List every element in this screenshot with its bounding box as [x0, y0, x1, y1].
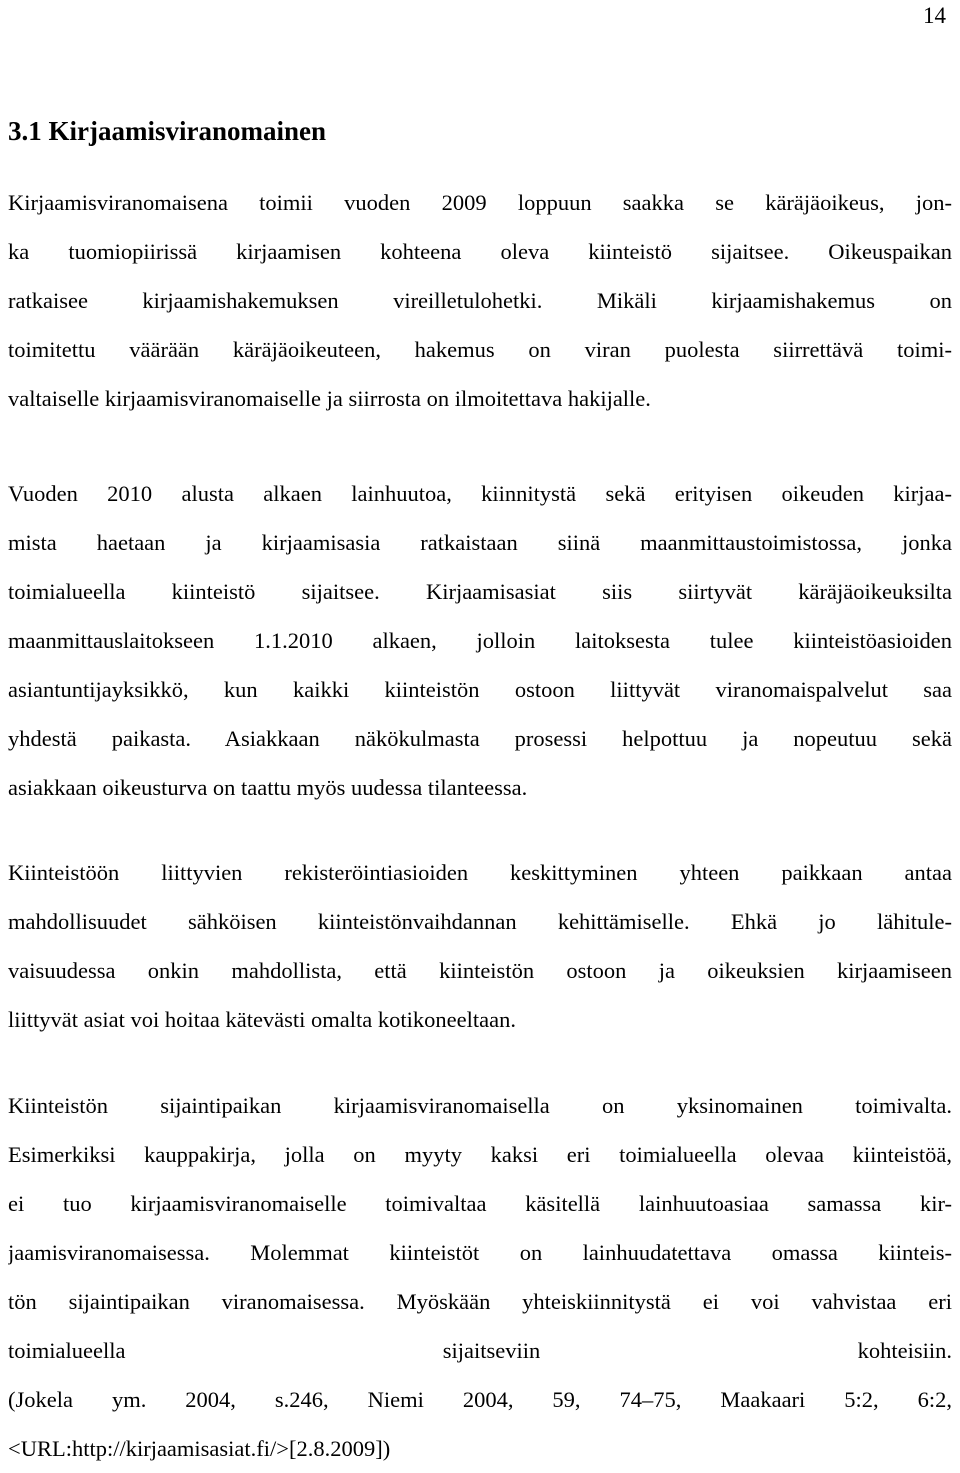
- text-line: mista haetaan ja kirjaamisasia ratkaistaan siinä maanmittaustoimistossa, jonka: [8, 530, 952, 555]
- text-line: mahdollisuudet sähköisen kiinteistönvaihdannan kehittämiselle. Ehkä jo lähitule-: [8, 909, 952, 934]
- paragraph-1: [8, 178, 952, 423]
- paragraph-2: [8, 469, 952, 812]
- text-line: Kiinteistöön liittyvien rekisteröintiasioiden keskittyminen yhteen paikkaan antaa: [8, 860, 952, 885]
- text-line: toimitettu väärään käräjäoikeuteen, hakemus on viran puolesta siirrettävä toimi-: [8, 337, 952, 362]
- text-line: tön sijaintipaikan viranomaisessa. Myöskään yhteiskiinnitystä ei voi vahvistaa eri: [8, 1289, 952, 1314]
- text-line: liittyvät asiat voi hoitaa kätevästi omalta kotikoneeltaan.: [8, 1007, 516, 1032]
- text-line: toimialueella sijaitseviin kohteisiin.: [8, 1338, 952, 1363]
- text-line: ei tuo kirjaamisviranomaiselle toimivaltaa käsitellä lainhuutoasiaa samassa kir-: [8, 1191, 952, 1216]
- text-line: valtaiselle kirjaamisviranomaiselle ja siirrosta on ilmoitettava hakijalle.: [8, 386, 651, 411]
- text-line: Kirjaamisviranomaisena toimii vuoden 2009 loppuun saakka se käräjäoikeus, jon-: [8, 190, 952, 215]
- text-line: Vuoden 2010 alusta alkaen lainhuutoa, kiinnitystä sekä erityisen oikeuden kirjaa-: [8, 481, 952, 506]
- text-line: yhdestä paikasta. Asiakkaan näkökulmasta prosessi helpottuu ja nopeutuu sekä: [8, 726, 952, 751]
- text-line: jaamisviranomaisessa. Molemmat kiinteistöt on lainhuudatettava omassa kiinteis-: [8, 1240, 952, 1265]
- section-heading: 3.1 Kirjaamisviranomainen: [8, 116, 326, 146]
- paragraph-3: [8, 848, 952, 1044]
- text-line: (Jokela ym. 2004, s.246, Niemi 2004, 59, 74–75, Maakaari 5:2, 6:2,: [8, 1387, 952, 1412]
- text-line: toimialueella kiinteistö sijaitsee. Kirjaamisasiat siis siirtyvät käräjäoikeuksilta: [8, 579, 952, 604]
- paragraph-4: [8, 1081, 952, 1473]
- text-line: ka tuomiopiirissä kirjaamisen kohteena oleva kiinteistö sijaitsee. Oikeuspaikan: [8, 239, 952, 264]
- text-line: asiakkaan oikeusturva on taattu myös uudessa tilanteessa.: [8, 775, 528, 800]
- text-line: ratkaisee kirjaamishakemuksen vireilletulohetki. Mikäli kirjaamishakemus on: [8, 288, 952, 313]
- text-line: maanmittauslaitokseen 1.1.2010 alkaen, jolloin laitoksesta tulee kiinteistöasioiden: [8, 628, 952, 653]
- text-line: Esimerkiksi kauppakirja, jolla on myyty kaksi eri toimialueella olevaa kiinteistöä,: [8, 1142, 952, 1167]
- text-line: vaisuudessa onkin mahdollista, että kiinteistön ostoon ja oikeuksien kirjaamiseen: [8, 958, 952, 983]
- text-line: Kiinteistön sijaintipaikan kirjaamisviranomaisella on yksinomainen toimivalta.: [8, 1093, 952, 1118]
- text-line: <URL:http://kirjaamisasiat.fi/>[2.8.2009]): [8, 1436, 391, 1461]
- text-line: asiantuntijayksikkö, kun kaikki kiinteistön ostoon liittyvät viranomaispalvelut saa: [8, 677, 952, 702]
- page-number: 14: [923, 3, 946, 28]
